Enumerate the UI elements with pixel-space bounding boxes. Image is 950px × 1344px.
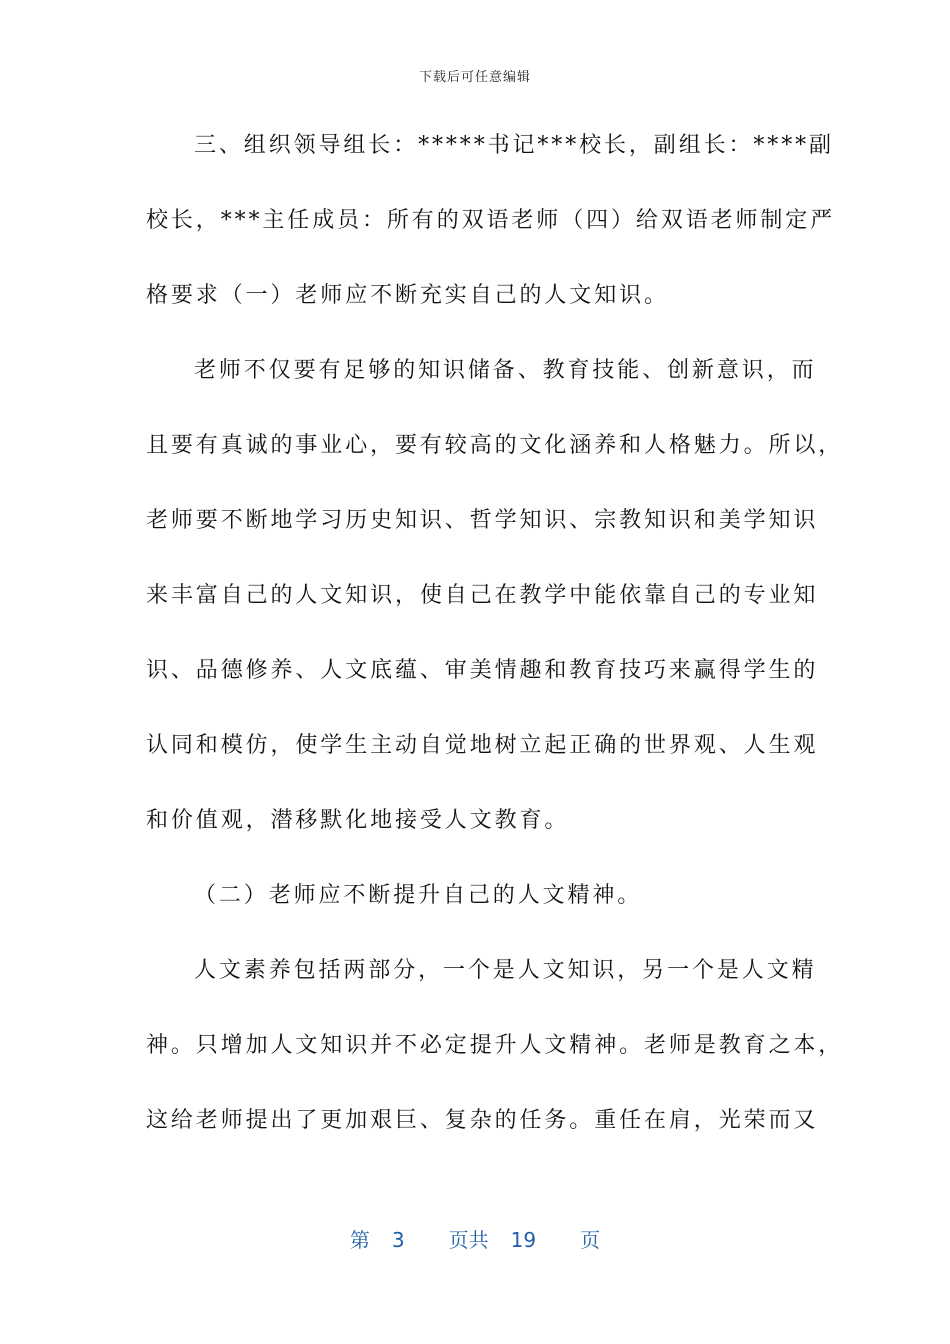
text-line: 认同和模仿，使学生主动自觉地树立起正确的世界观、人生观	[146, 733, 819, 758]
footer-prefix: 第	[349, 1228, 370, 1252]
text-line: 校长，***主任成员：所有的双语老师（四）给双语老师制定严	[146, 208, 836, 233]
text-line: 且要有真诚的事业心，要有较高的文化涵养和人格魅力。所以，	[146, 433, 844, 458]
footer-middle: 页共	[448, 1228, 489, 1252]
text-line: 老师不仅要有足够的知识储备、教育技能、创新意识，而	[194, 358, 817, 383]
text-line: 和价值观，潜移默化地接受人文教育。	[146, 808, 570, 833]
text-line: 人文素养包括两部分，一个是人文知识，另一个是人文精	[194, 958, 817, 983]
text-line: 这给老师提出了更加艰巨、复杂的任务。重任在肩，光荣而又	[146, 1108, 819, 1133]
document-body	[146, 108, 844, 1158]
page-footer	[0, 1224, 950, 1253]
page-header: 下载后可任意编辑	[418, 70, 531, 85]
text-line: （二）老师应不断提升自己的人文精神。	[194, 883, 643, 908]
footer-current-page: 3	[391, 1228, 405, 1252]
text-line: 来丰富自己的人文知识，使自己在教学中能依靠自己的专业知	[146, 583, 819, 608]
text-line: 识、品德修养、人文底蕴、审美情趣和教育技巧来赢得学生的	[146, 658, 819, 683]
text-line: 神。只增加人文知识并不必定提升人文精神。老师是教育之本，	[146, 1033, 844, 1058]
footer-suffix: 页	[580, 1228, 601, 1252]
text-line: 老师要不断地学习历史知识、哲学知识、宗教知识和美学知识	[146, 508, 819, 533]
footer-total-pages: 19	[510, 1228, 537, 1252]
text-line: 三、组织领导组长：*****书记***校长，副组长：****副	[194, 133, 834, 158]
text-line: 格要求（一）老师应不断充实自己的人文知识。	[146, 283, 669, 308]
